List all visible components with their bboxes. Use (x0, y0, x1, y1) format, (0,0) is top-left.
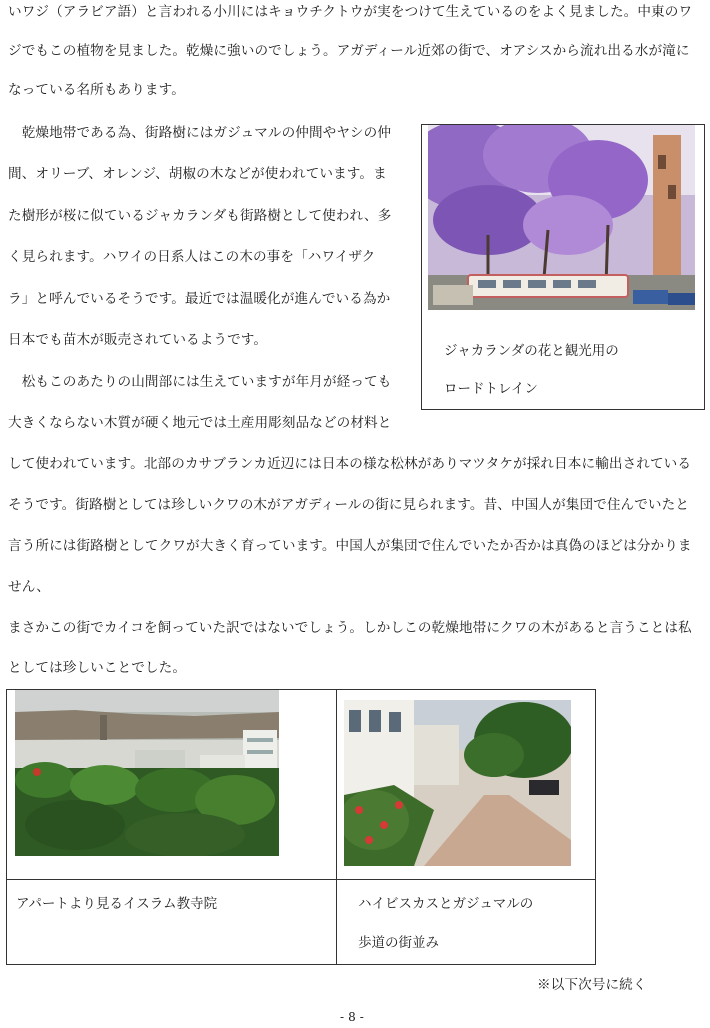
page-number: - 8 - (340, 1010, 364, 1024)
body-text-line: 日本でも苗木が販売されているようです。 (8, 332, 268, 348)
body-text-line: そうです。街路樹としては珍しいクワの木がアガディールの街に見られます。昔、中国人が集団で住んでいたと (8, 497, 690, 513)
figure-table-divider (336, 689, 337, 965)
body-text-line: く見られます。ハワイの日系人はこの木の事を「ハワイザク (8, 249, 376, 265)
body-text-line: まさかこの街でカイコを飼っていた訳ではないでしょう。しかしこの乾燥地帯にクワの木があると言うことは私 (8, 620, 692, 636)
body-text-line: 乾燥地帯である為、街路樹にはガジュマルの仲間やヤシの仲 (8, 125, 392, 141)
body-text-line: なっている名所もあります。 (8, 82, 185, 98)
continued-note: ※以下次号に続く (537, 977, 647, 993)
jacaranda-caption-line: ロードトレイン (444, 381, 538, 397)
jacaranda-photo (428, 125, 695, 310)
hibiscus-photo (344, 700, 571, 866)
body-text-line: た樹形が桜に似ているジャカランダも街路樹として使われ、多 (8, 208, 392, 224)
body-text-line: いワジ（アラビア語）と言われる小川にはキョウチクトウが実をつけて生えているのをよく見ました。中東のワ (8, 4, 693, 20)
body-text-line: 間、オリーブ、オレンジ、胡椒の木などが使われています。ま (8, 166, 387, 182)
body-text-line: 大きくならない木質が硬く地元では土産用彫刻品などの材料と (8, 415, 392, 431)
hibiscus-caption-line: 歩道の街並み (358, 935, 439, 951)
body-text-line: せん、 (8, 579, 50, 595)
body-text-line: 言う所には街路樹としてクワが大きく育っています。中国人が集団で住んでいたか否かは真偽のほどは分かりま (8, 538, 692, 554)
mosque-photo (15, 690, 279, 856)
mosque-caption: アパートより見るイスラム教寺院 (16, 896, 218, 912)
body-text-line: 松もこのあたりの山間部には生えていますが年月が経っても (8, 374, 392, 390)
body-text-line: ジでもこの植物を見ました。乾燥に強いのでしょう。アガディール近郊の街で、オアシスから流れ出る水が滝に (8, 43, 690, 59)
body-text-line: ラ」と呼んでいるそうです。最近では温暖化が進んでいる為か (8, 291, 391, 307)
figure-table-row-divider (6, 879, 596, 880)
body-text-line: としては珍しいことでした。 (8, 660, 187, 676)
jacaranda-caption-line: ジャカランダの花と観光用の (444, 343, 619, 359)
hibiscus-caption-line: ハイビスカスとガジュマルの (358, 896, 534, 912)
body-text-line: して使われています。北部のカサブランカ近辺には日本の様な松林がありマツタケが採れ日本に輸出されている (8, 456, 692, 472)
